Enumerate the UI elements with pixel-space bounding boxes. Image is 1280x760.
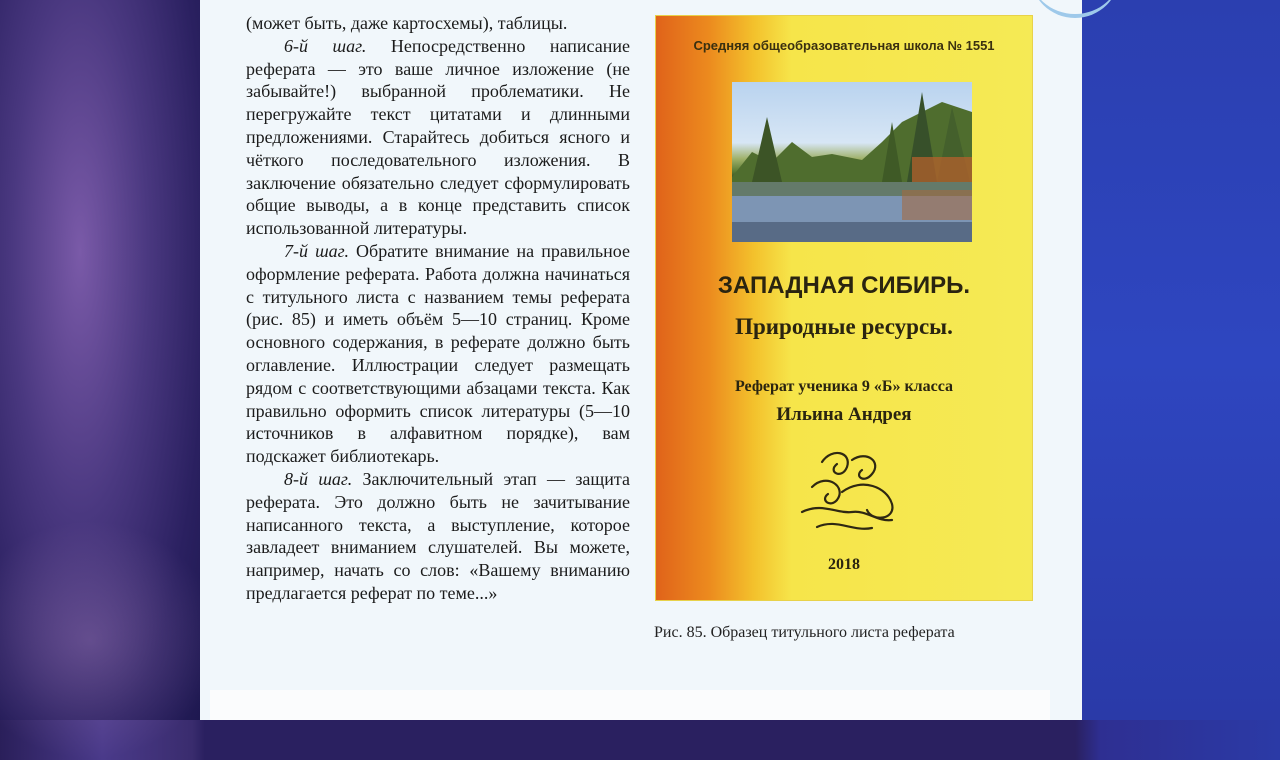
cover-year: 2018 [828,556,860,573]
cover-school: Средняя общеобразовательная школа № 1551 [693,38,995,53]
step-6-text: Непосредственно написание реферата — это ваше личное изложение (не забывайте!) выбранной проблематики. Не перегружайте текст цитатами и длинными предложениями. Старайтесь добиться ясного и чёткого последовательного изложения. В заключение обязательно следует сформулировать общие выводы, а в конце представить список использованной литературы. [246,35,630,239]
step-7-text: Обратите внимание на правильное оформление реферата. Работа должна начинаться с титульного листа с названием темы реферата (рис. 85) и иметь объём 5—10 страниц. Кроме основного содержания, в реферате должно быть оглавление. Иллюстрации следует размещать рядом с соответствующими абзацами текста. Как правильно оформить список литературы (5—10 источников в алфавитном порядке), вам подскажет библиотекарь. [246,240,630,467]
calligraphic-emblem-icon [792,442,912,542]
cover-title: ЗАПАДНАЯ СИБИРЬ. [717,272,971,299]
step-8-label: 8-й шаг. [284,468,353,489]
cover-subtitle: Природные ресурсы. [735,314,953,339]
step-7-label: 7-й шаг. [284,240,349,261]
landscape-illustration [732,82,972,242]
background-glow [0,520,220,760]
paragraph-step-8 [246,468,630,605]
background-left [0,0,200,720]
textbook-page [200,0,1082,720]
paragraph-intro: (может быть, даже картосхемы), таблицы. [246,13,568,33]
paragraph-step-7 [246,240,630,468]
title-page-sample [656,16,1032,600]
paragraph-step-6 [246,35,630,240]
body-text [246,12,630,605]
cover-author-line: Реферат ученика 9 «Б» класса [734,378,954,395]
step-8-text: Заключительный этап — защита реферата. Это должно быть не зачитывание написанного текста, а выступление, которое завладеет вниманием слушателей. Вы можете, например, начать со слов: «Вашему вниманию предлагается реферат по теме...» [246,468,630,603]
figure-caption: Рис. 85. Образец титульного листа реферата [654,624,955,641]
cover-author-name: Ильина Андрея [776,404,912,425]
cover-photo-river [732,82,972,242]
background-right [1082,0,1280,720]
step-6-label: 6-й шаг. [284,35,367,56]
page-bottom-strip [210,690,1050,720]
